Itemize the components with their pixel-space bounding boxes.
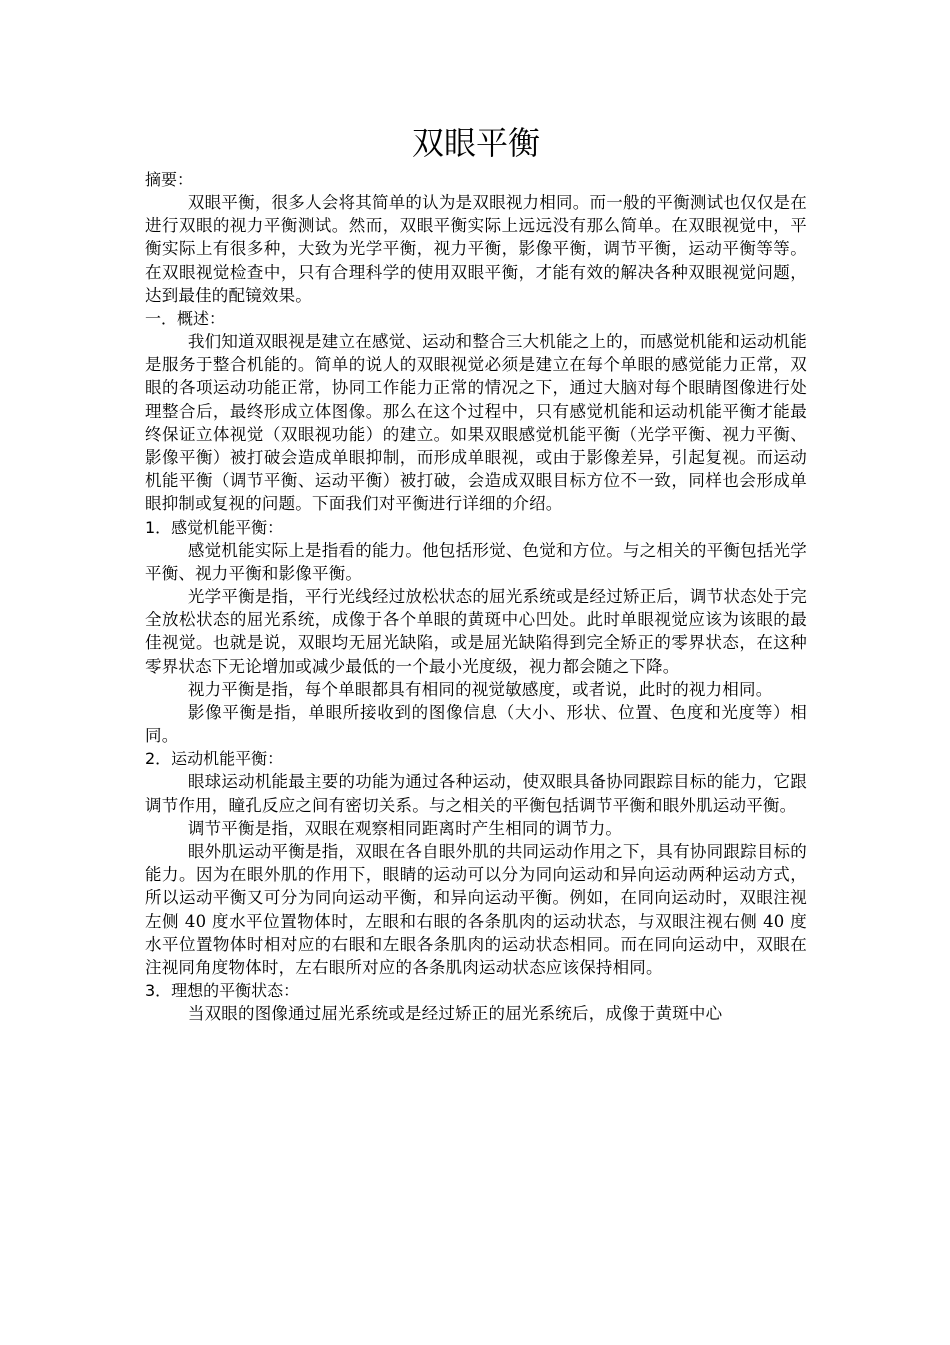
visual-acuity-balance-paragraph: 视力平衡是指，每个单眼都具有相同的视觉敏感度，或者说，此时的视力相同。: [187, 679, 773, 699]
accommodation-balance-paragraph: 调节平衡是指，双眼在观察相同距离时产生相同的调节力。: [187, 818, 623, 838]
overview-paragraph: 我们知道双眼视是建立在感觉、运动和整合三大机能之上的，而感觉机能和运动机能是服务于整合机能的。简单的说人的双眼视觉必须是建立在每个单眼的感觉能力正常，双眼的各项运动功能正常，协同工作能力正常的情况之下，通过大脑对每个眼睛图像进行处理整合后，最终形成立体图像。那么在这个过程中，只有感觉机能和运动机能平衡才能最终保证立体视觉（双眼视功能）的建立。如果双眼感觉机能平衡（光学平衡、视力平衡、影像平衡）被打破会造成单眼抑制，而形成单眼视，或由于影像差异，引起复视。而运动机能平衡（调节平衡、运动平衡）被打破，会造成双眼目标方位不一致，同样也会形成单眼抑制或复视的问题。下面我们对平衡进行详细的介绍。: [145, 332, 807, 514]
sensory-balance-paragraph-1: 感觉机能实际上是指看的能力。他包括形觉、色觉和方位。与之相关的平衡包括光学平衡、视力平衡和影像平衡。: [145, 540, 807, 583]
section-overview-heading: 一．概述：: [145, 309, 226, 329]
image-balance-paragraph: 影像平衡是指，单眼所接收到的图像信息（大小、形状、位置、色度和光度等）相同。: [145, 703, 807, 746]
extraocular-muscle-balance-paragraph: 眼外肌运动平衡是指，双眼在各自眼外肌的共同运动作用之下，具有协同跟踪目标的能力。因为在眼外肌的作用下，眼睛的运动可以分为同向运动和异向运动两种运动方式，所以运动平衡又可分为同向运动平衡，和异向运动平衡。例如，在同向运动时，双眼注视左侧 40 度水平位置物体时，左眼和右眼的各条肌肉的运动状态，与双眼注视右侧 40 度水平位置物体时相对应的右眼和左眼各条肌肉的运动状态相同。而在同向运动中，双眼在注视同角度物体时，左右眼所对应的各条肌肉运动状态应该保持相同。: [145, 842, 807, 978]
motor-balance-paragraph-1: 眼球运动机能最主要的功能为通过各种运动，使双眼具备协同跟踪目标的能力，它跟调节作用，瞳孔反应之间有密切关系。与之相关的平衡包括调节平衡和眼外肌运动平衡。: [145, 772, 807, 815]
abstract-heading: 摘要：: [145, 170, 194, 189]
document-body: [145, 120, 807, 1026]
motor-balance-heading: 2．运动机能平衡：: [145, 749, 284, 769]
document-title: 双眼平衡: [411, 124, 540, 162]
sensory-balance-heading: 1．感觉机能平衡：: [145, 517, 284, 537]
optical-balance-paragraph: 光学平衡是指，平行光线经过放松状态的屈光系统或是经过矫正后，调节状态处于完全放松状态的屈光系统，成像于各个单眼的黄斑中心凹处。此时单眼视觉应该为该眼的最佳视觉。也就是说，双眼均无屈光缺陷，或是屈光缺陷得到完全矫正的零界状态，在这种零界状态下无论增加或减少最低的一个最小光度级，视力都会随之下降。: [145, 587, 807, 676]
ideal-balance-heading: 3．理想的平衡状态：: [145, 981, 300, 1001]
abstract-paragraph: 双眼平衡，很多人会将其简单的认为是双眼视力相同。而一般的平衡测试也仅仅是在进行双眼的视力平衡测试。然而，双眼平衡实际上远远没有那么简单。在双眼视觉中，平衡实际上有很多种，大致为光学平衡，视力平衡，影像平衡，调节平衡，运动平衡等等。在双眼视觉检查中，只有合理科学的使用双眼平衡，才能有效的解决各种双眼视觉问题，达到最佳的配镜效果。: [145, 193, 807, 305]
ideal-balance-paragraph: 当双眼的图像通过屈光系统或是经过矫正的屈光系统后，成像于黄斑中心: [187, 1004, 723, 1024]
